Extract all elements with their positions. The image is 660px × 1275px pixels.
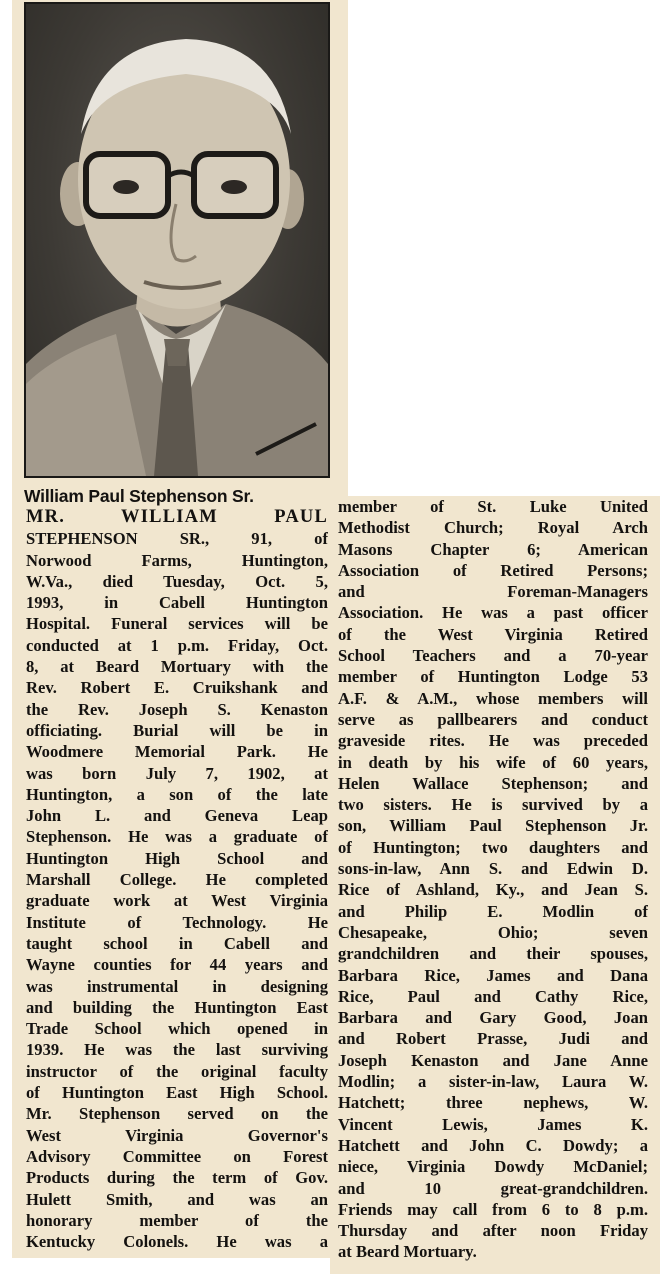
text-line: Stephenson. He was a graduate of bbox=[26, 827, 328, 847]
text-line: Association of Retired Persons; bbox=[338, 560, 648, 580]
obituary-column-1 bbox=[26, 507, 328, 1252]
text-line: Woodmere Memorial Park. He bbox=[26, 742, 328, 762]
text-line: grandchildren and their spouses, bbox=[338, 944, 648, 964]
text-line: graveside rites. He was preceded bbox=[338, 731, 648, 751]
text-line: Methodist Church; Royal Arch bbox=[338, 518, 648, 538]
text-line: Mr. Stephenson served on the bbox=[26, 1104, 328, 1124]
text-line: two sisters. He is survived by a bbox=[338, 795, 648, 815]
text-line: 1939. He was the last surviving bbox=[26, 1040, 328, 1060]
text-line: Huntington, a son of the late bbox=[26, 784, 328, 804]
text-line: West Virginia Governor's bbox=[26, 1125, 328, 1145]
text-line: Kentucky Colonels. He was a bbox=[26, 1232, 328, 1252]
text-line: John L. and Geneva Leap bbox=[26, 806, 328, 826]
text-line: conducted at 1 p.m. Friday, Oct. bbox=[26, 635, 328, 655]
text-line: was born July 7, 1902, at bbox=[26, 763, 328, 783]
text-line: member of Huntington Lodge 53 bbox=[338, 667, 648, 687]
text-line: Joseph Kenaston and Jane Anne bbox=[338, 1050, 648, 1070]
portrait-photo bbox=[24, 2, 330, 478]
text-line: Barbara Rice, James and Dana bbox=[338, 965, 648, 985]
portrait-illustration bbox=[26, 4, 328, 476]
text-line: Chesapeake, Ohio; seven bbox=[338, 922, 648, 942]
text-line: Rice, Paul and Cathy Rice, bbox=[338, 986, 648, 1006]
text-line: Trade School which opened in bbox=[26, 1019, 328, 1039]
text-line: Marshall College. He completed bbox=[26, 870, 328, 890]
text-line: W.Va., died Tuesday, Oct. 5, bbox=[26, 571, 328, 591]
text-line: niece, Virginia Dowdy McDaniel; bbox=[338, 1157, 648, 1177]
text-line: MR. WILLIAM PAUL bbox=[26, 507, 328, 527]
text-line: Advisory Committee on Forest bbox=[26, 1146, 328, 1166]
text-line: Masons Chapter 6; American bbox=[338, 539, 648, 559]
text-line: officiating. Burial will be in bbox=[26, 720, 328, 740]
text-line: Hatchett; three nephews, W. bbox=[338, 1093, 648, 1113]
text-line: of Huntington; two daughters and bbox=[338, 837, 648, 857]
text-line: 8, at Beard Mortuary with the bbox=[26, 657, 328, 677]
text-line: and Foreman-Managers bbox=[338, 582, 648, 602]
text-line: Hospital. Funeral services will be bbox=[26, 614, 328, 634]
obituary-column-2 bbox=[338, 496, 648, 1263]
text-line: member of St. Luke United bbox=[338, 497, 648, 516]
text-line: graduate work at West Virginia bbox=[26, 891, 328, 911]
text-line: Norwood Farms, Huntington, bbox=[26, 550, 328, 570]
text-line: Vincent Lewis, James K. bbox=[338, 1114, 648, 1134]
text-line: honorary member of the bbox=[26, 1210, 328, 1230]
text-line: A.F. & A.M., whose members will bbox=[338, 688, 648, 708]
text-line: Rice of Ashland, Ky., and Jean S. bbox=[338, 880, 648, 900]
text-line: Modlin; a sister-in-law, Laura W. bbox=[338, 1072, 648, 1092]
text-line: 1993, in Cabell Huntington bbox=[26, 593, 328, 613]
text-line: Helen Wallace Stephenson; and bbox=[338, 773, 648, 793]
text-line: and Philip E. Modlin of bbox=[338, 901, 648, 921]
text-line: was instrumental in designing bbox=[26, 976, 328, 996]
text-line: Rev. Robert E. Cruikshank and bbox=[26, 678, 328, 698]
text-line: of the West Virginia Retired bbox=[338, 624, 648, 644]
text-line: at Beard Mortuary. bbox=[338, 1242, 477, 1262]
text-line: of Huntington East High School. bbox=[26, 1083, 328, 1103]
text-line: Thursday and after noon Friday bbox=[338, 1221, 648, 1241]
text-line: School Teachers and a 70-year bbox=[338, 646, 648, 666]
text-line: and 10 great-grandchildren. bbox=[338, 1178, 648, 1198]
text-line: instructor of the original faculty bbox=[26, 1061, 328, 1081]
text-line: Products during the term of Gov. bbox=[26, 1168, 328, 1188]
text-line: STEPHENSON SR., 91, of bbox=[26, 529, 328, 549]
text-line: Association. He was a past officer bbox=[338, 603, 648, 623]
text-line: Wayne counties for 44 years and bbox=[26, 955, 328, 975]
text-line: Friends may call from 6 to 8 p.m. bbox=[338, 1199, 648, 1219]
text-line: and building the Huntington East bbox=[26, 997, 328, 1017]
text-line: the Rev. Joseph S. Kenaston bbox=[26, 699, 328, 719]
text-line: Institute of Technology. He bbox=[26, 912, 328, 932]
obituary-headline: William Paul Stephenson Sr. bbox=[24, 486, 254, 506]
text-line: Hulett Smith, and was an bbox=[26, 1189, 328, 1209]
text-line: in death by his wife of 60 years, bbox=[338, 752, 648, 772]
text-line: taught school in Cabell and bbox=[26, 933, 328, 953]
text-line: and Robert Prasse, Judi and bbox=[338, 1029, 648, 1049]
text-line: Hatchett and John C. Dowdy; a bbox=[338, 1135, 648, 1155]
text-line: serve as pallbearers and conduct bbox=[338, 709, 648, 729]
text-line: Huntington High School and bbox=[26, 848, 328, 868]
text-line: son, William Paul Stephenson Jr. bbox=[338, 816, 648, 836]
text-line: Barbara and Gary Good, Joan bbox=[338, 1008, 648, 1028]
text-line: sons-in-law, Ann S. and Edwin D. bbox=[338, 859, 648, 879]
